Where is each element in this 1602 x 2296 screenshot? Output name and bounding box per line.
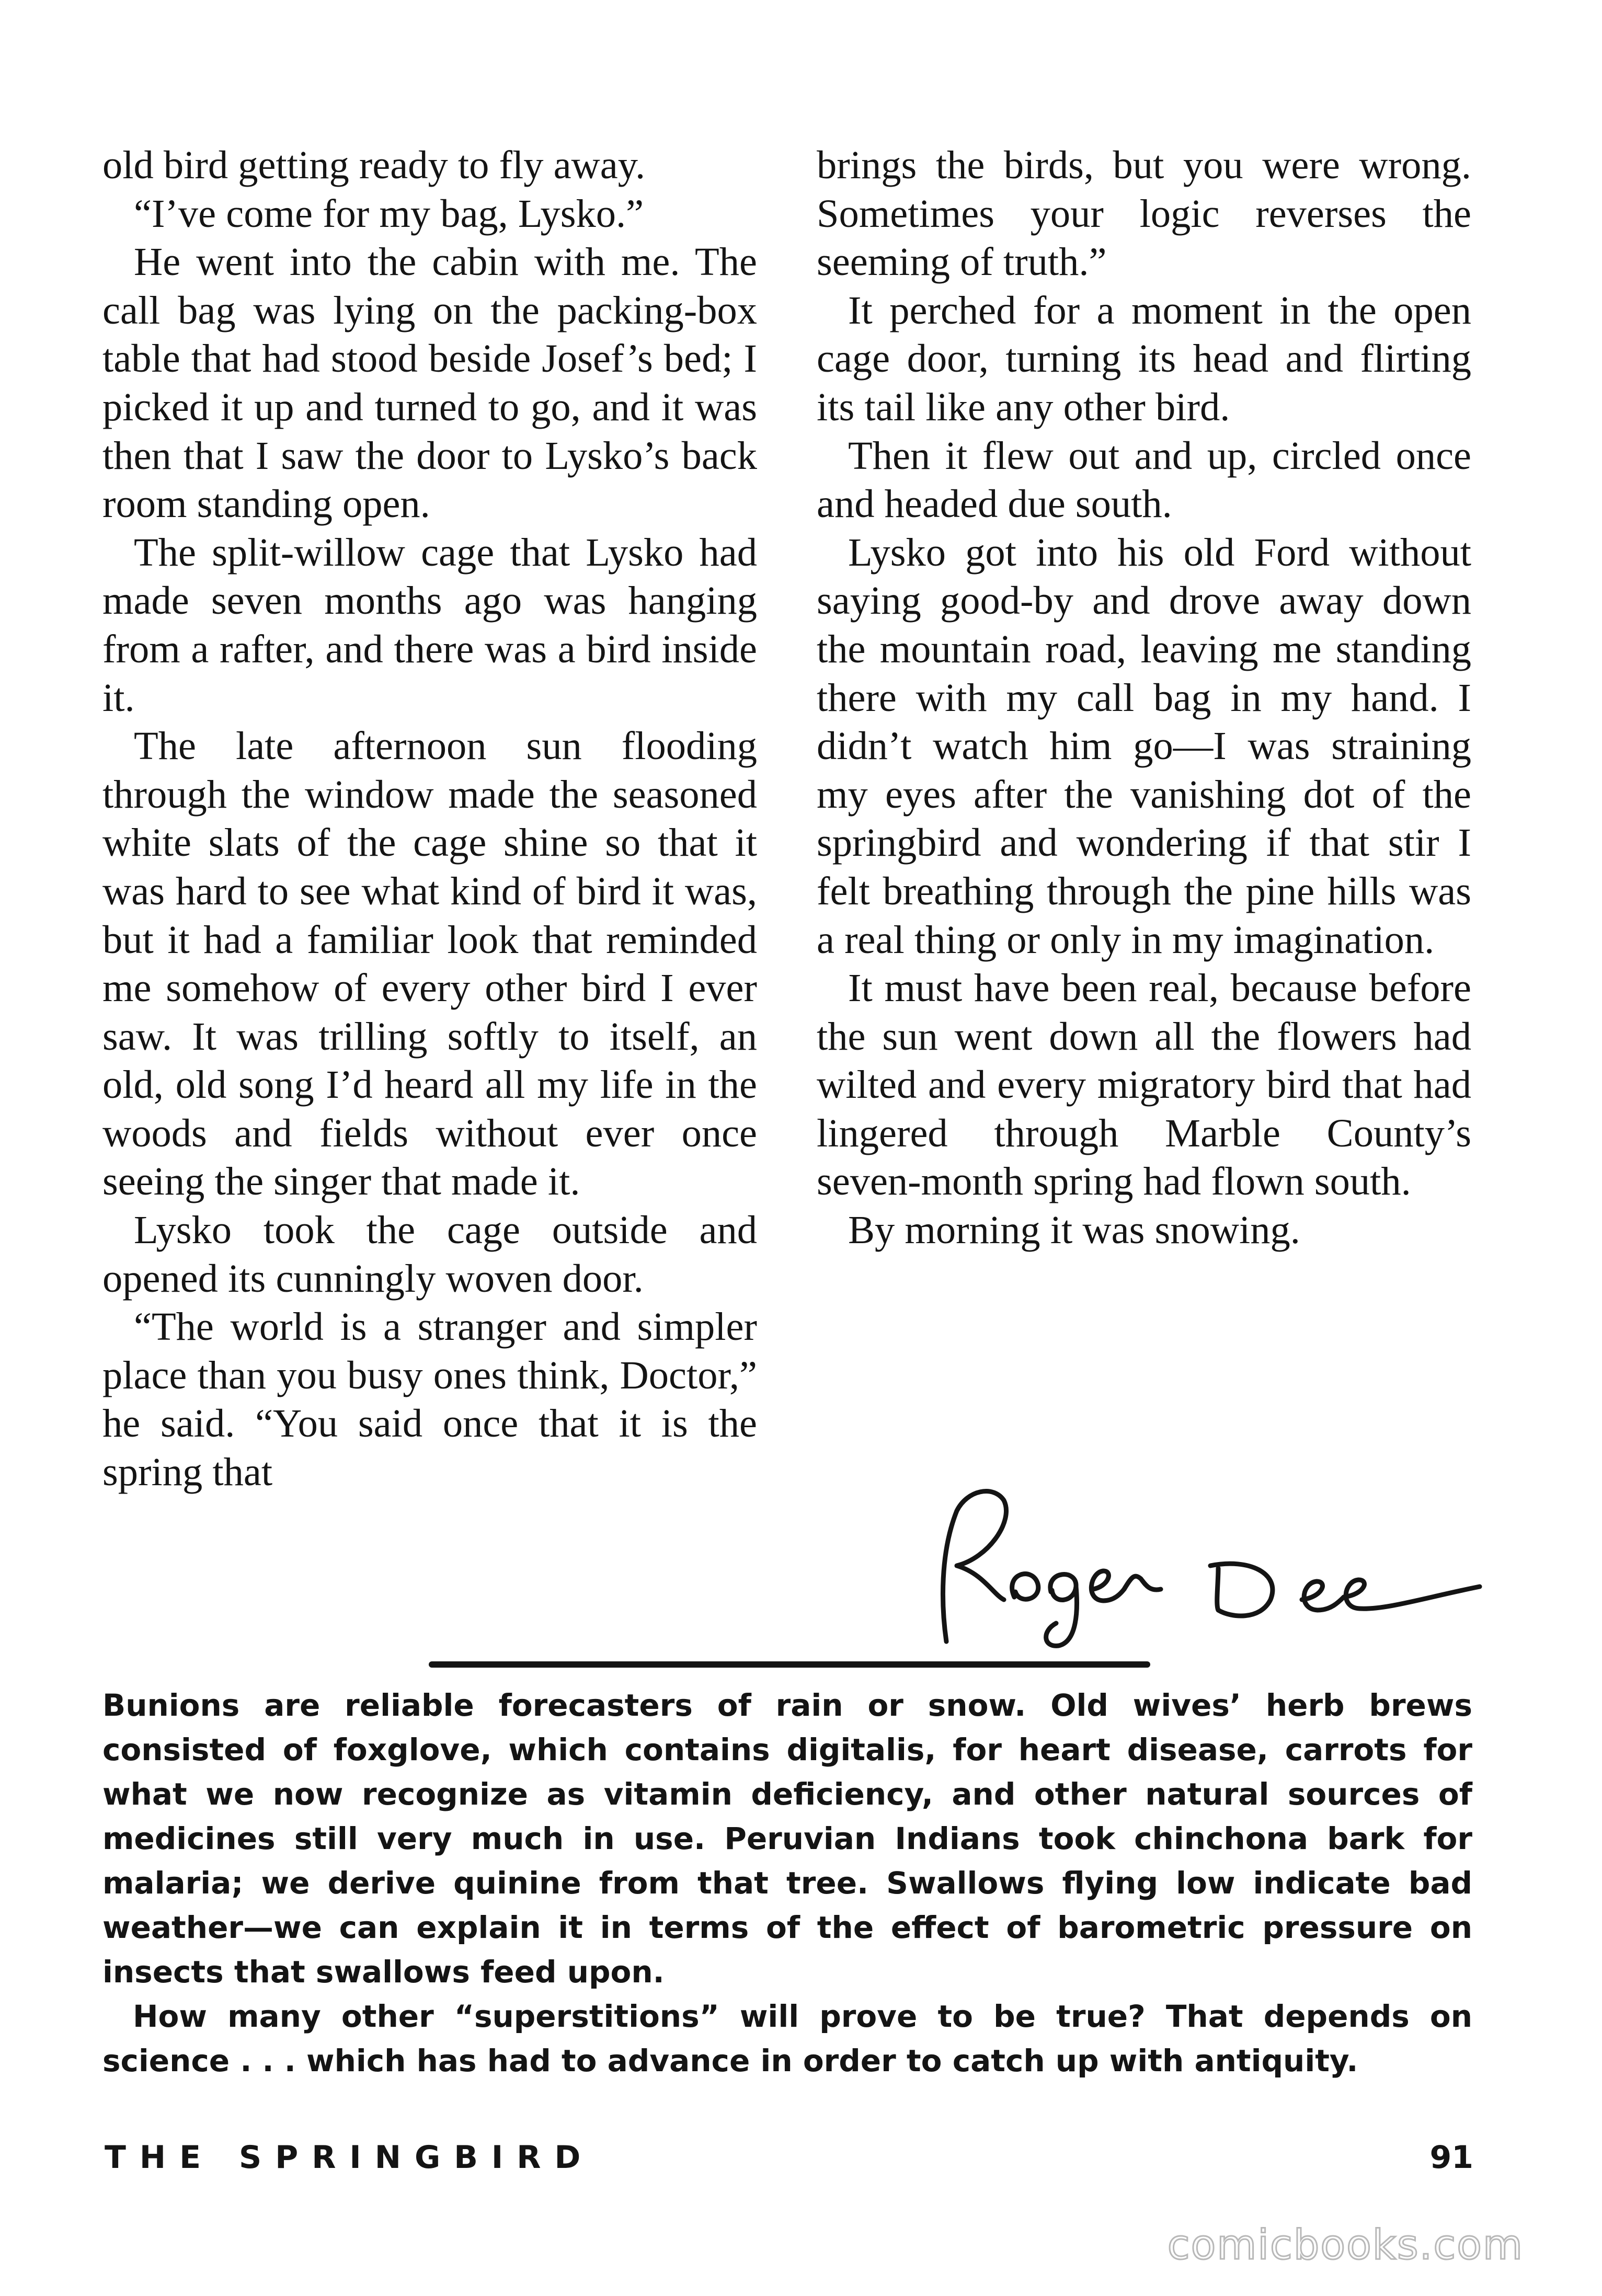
- story-paragraph: The split-willow cage that Lysko had made seven months ago was hanging from a rafter, and there was a bird inside it.: [102, 530, 757, 720]
- story-paragraph: By morning it was snowing.: [848, 1208, 1300, 1253]
- story-paragraph: “The world is a stranger and simpler place than you busy ones think, Doctor,” he said. “You said once that it is the spring that: [102, 1304, 757, 1495]
- filler-paragraph: Bunions are reliable forecasters of rain or snow. Old wives’ herb brews consisted of foxglove, which contains digitalis, for heart disease, carrots for what we now recognize as vitamin deficiency, and other natural sources of medicines still very much in use. Peruvian Indians took chinchona bark for malaria; we derive quinine from that tree. Swallows flying low indicate bad weather—we can explain it in terms of the effect of barometric pressure on insects that swallows feed upon.: [102, 1687, 1472, 1990]
- story-right-column: [817, 141, 1471, 1255]
- filler-paragraph: How many other “superstitions” will prove to be true? That depends on science . . . which has had to advance in order to catch up with antiquity.: [102, 1999, 1472, 2079]
- story-paragraph: Then it flew out and up, circled once and headed due south.: [817, 433, 1471, 526]
- filler-article: [102, 1683, 1472, 2083]
- running-footer-title: THE SPRINGBIRD: [105, 2139, 594, 2176]
- story-left-column: [102, 141, 757, 1497]
- story-paragraph: Lysko got into his old Ford without saying good-by and drove away down the mountain road, leaving me standing there with my call bag in my hand. I didn’t watch him go—I was straining my eyes after the vanishing dot of the springbird and wondering if that stir I felt breathing through the pine hills was a real thing or only in my imagination.: [817, 530, 1471, 962]
- separator-rule: [429, 1661, 1150, 1668]
- story-paragraph: old bird getting ready to fly away.: [102, 143, 646, 187]
- story-paragraph: brings the birds, but you were wrong. Sometimes your logic reverses the seeming of truth.”: [817, 143, 1471, 284]
- story-paragraph: It perched for a moment in the open cage door, turning its head and flirting its tail like any other bird.: [817, 288, 1471, 429]
- watermark: comicbooks.com: [1167, 2222, 1524, 2269]
- story-paragraph: “I’ve come for my bag, Lysko.”: [134, 191, 644, 236]
- page-number: 91: [1429, 2139, 1473, 2176]
- story-paragraph: He went into the cabin with me. The call bag was lying on the packing-box table that had stood beside Josef’s bed; I picked it up and turned to go, and it was then that I saw the door to Lysko’s back room standing open.: [102, 239, 757, 526]
- author-signature: [925, 1479, 1506, 1652]
- story-paragraph: It must have been real, because before the sun went down all the flowers had wilted and every migratory bird that had lingered through Marble County’s seven-month spring had flown south.: [817, 966, 1471, 1204]
- story-paragraph: Lysko took the cage outside and opened its cunningly woven door.: [102, 1208, 757, 1301]
- story-paragraph: The late afternoon sun flooding through the window made the seasoned white slats of the cage shine so that it was hard to see what kind of bird it was, but it had a familiar look that reminded me somehow of every other bird I ever saw. It was trilling softly to itself, an old, old song I’d heard all my life in the woods and fields without ever once seeing the singer that made it.: [102, 724, 757, 1204]
